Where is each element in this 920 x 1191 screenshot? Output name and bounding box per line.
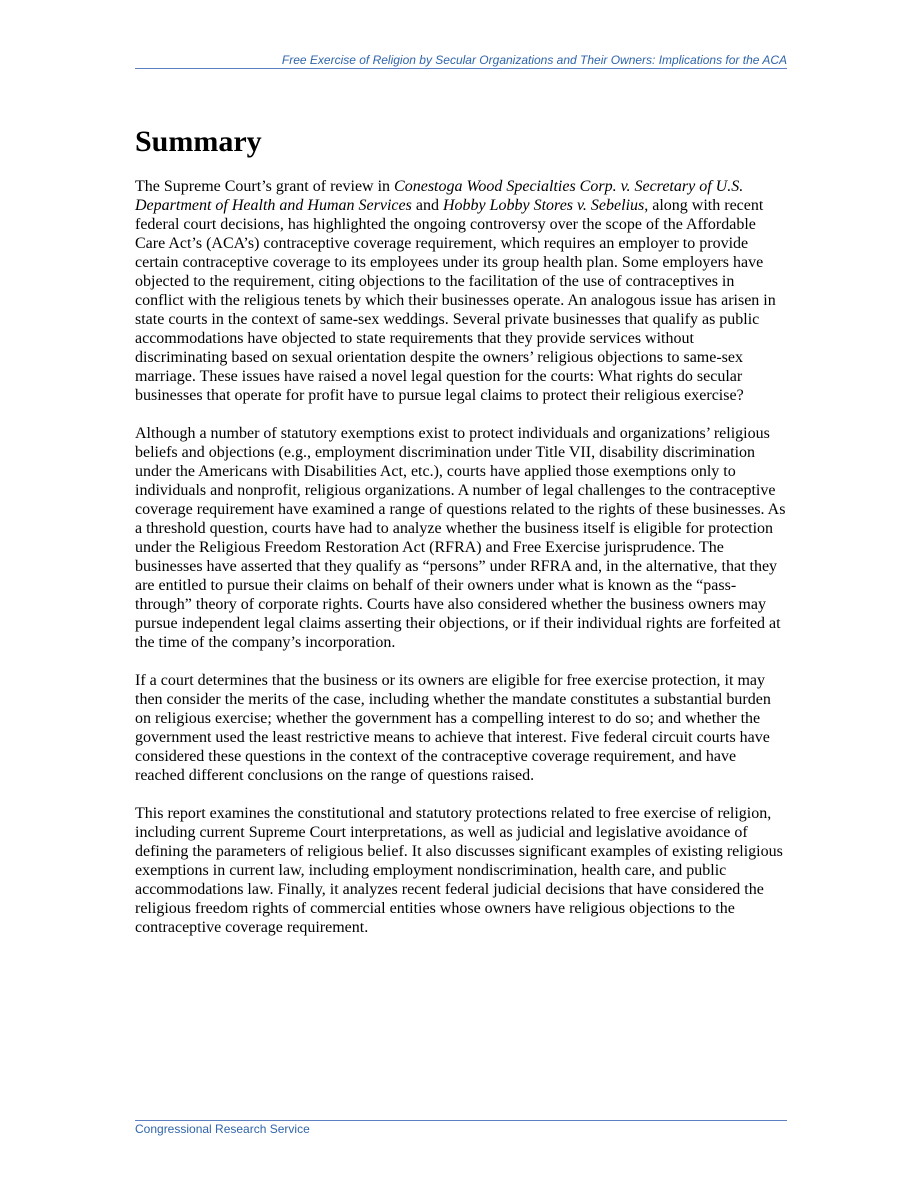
running-header-title: Free Exercise of Religion by Secular Organizations and Their Owners: Implications for the ACA bbox=[281, 53, 787, 67]
summary-paragraph-4: This report examines the constitutional and statutory protections related to free exercise of religion, including current Supreme Court interpretations, as well as judicial and legislative avoidance of defining the parameters of religious belief. It also discusses significant examples of existing religious exemptions in current law, including employment nondiscrimination, health care, and public accommodations law. Finally, it analyzes recent federal judicial decisions that have considered the religious freedom rights of commercial entities whose owners have religious objections to the contraceptive coverage requirement. bbox=[135, 805, 783, 936]
page-title: Summary bbox=[135, 125, 262, 158]
header-divider bbox=[135, 68, 787, 69]
p1-text-2: and bbox=[411, 197, 443, 214]
footer-source: Congressional Research Service bbox=[135, 1122, 310, 1136]
summary-body bbox=[135, 177, 787, 937]
footer-divider bbox=[135, 1120, 787, 1121]
summary-paragraph-3: If a court determines that the business or its owners are eligible for free exercise protection, it may then consider the merits of the case, including whether the mandate constitutes a substantial burden on religious exercise; whether the government has a compelling interest to do so; and whether the government used the least restrictive means to achieve that interest. Five federal circuit courts have considered these questions in the context of the contraceptive coverage requirement, and have reached different conclusions on the range of questions raised. bbox=[135, 672, 771, 784]
summary-paragraph-2: Although a number of statutory exemptions exist to protect individuals and organizations’ religious beliefs and objections (e.g., employment discrimination under Title VII, disability discrimination under the Americans with Disabilities Act, etc.), courts have applied those exemptions only to individuals and nonprofit, religious organizations. A number of legal challenges to the contraceptive coverage requirement have examined a range of questions related to the rights of these businesses. As a threshold question, courts have had to analyze whether the business itself is eligible for protection under the Religious Freedom Restoration Act (RFRA) and Free Exercise jurisprudence. The businesses have asserted that they qualify as “persons” under RFRA and, in the alternative, that they are entitled to pursue their claims on behalf of their owners under what is known as the “pass-through” theory of corporate rights. Courts have also considered whether the business owners may pursue independent legal claims asserting their objections, or if their individual rights are forfeited at the time of the company’s incorporation. bbox=[135, 425, 786, 651]
summary-paragraph-1 bbox=[135, 177, 787, 405]
case-name-hobby-lobby: Hobby Lobby Stores v. Sebelius bbox=[442, 197, 645, 214]
case-name-conestoga: Conestoga Wood Specialties Corp. v. Secretary of U.S. Department of Health and Human Services bbox=[135, 178, 744, 214]
p1-text-3: , along with recent federal court decisions, has highlighted the ongoing controversy over the scope of the Affordable Care Act’s (ACA’s) contraceptive coverage requirement, which requires an employer to provide certain contraceptive coverage to its employees under its group health plan. Some employers have objected to the requirement, citing objections to the facilitation of the use of contraceptives in conflict with the religious tenets by which their businesses operate. An analogous issue has arisen in state courts in the context of same-sex weddings. Several private businesses that qualify as public accommodations have objected to state requirements that they provide services without discriminating based on sexual orientation despite the owners’ religious objections to same-sex marriage. These issues have raised a novel legal question for the courts: What rights do secular businesses that operate for profit have to pursue legal claims to protect their religious exercise? bbox=[135, 197, 776, 404]
p1-text-1: The Supreme Court’s grant of review in bbox=[135, 178, 395, 195]
